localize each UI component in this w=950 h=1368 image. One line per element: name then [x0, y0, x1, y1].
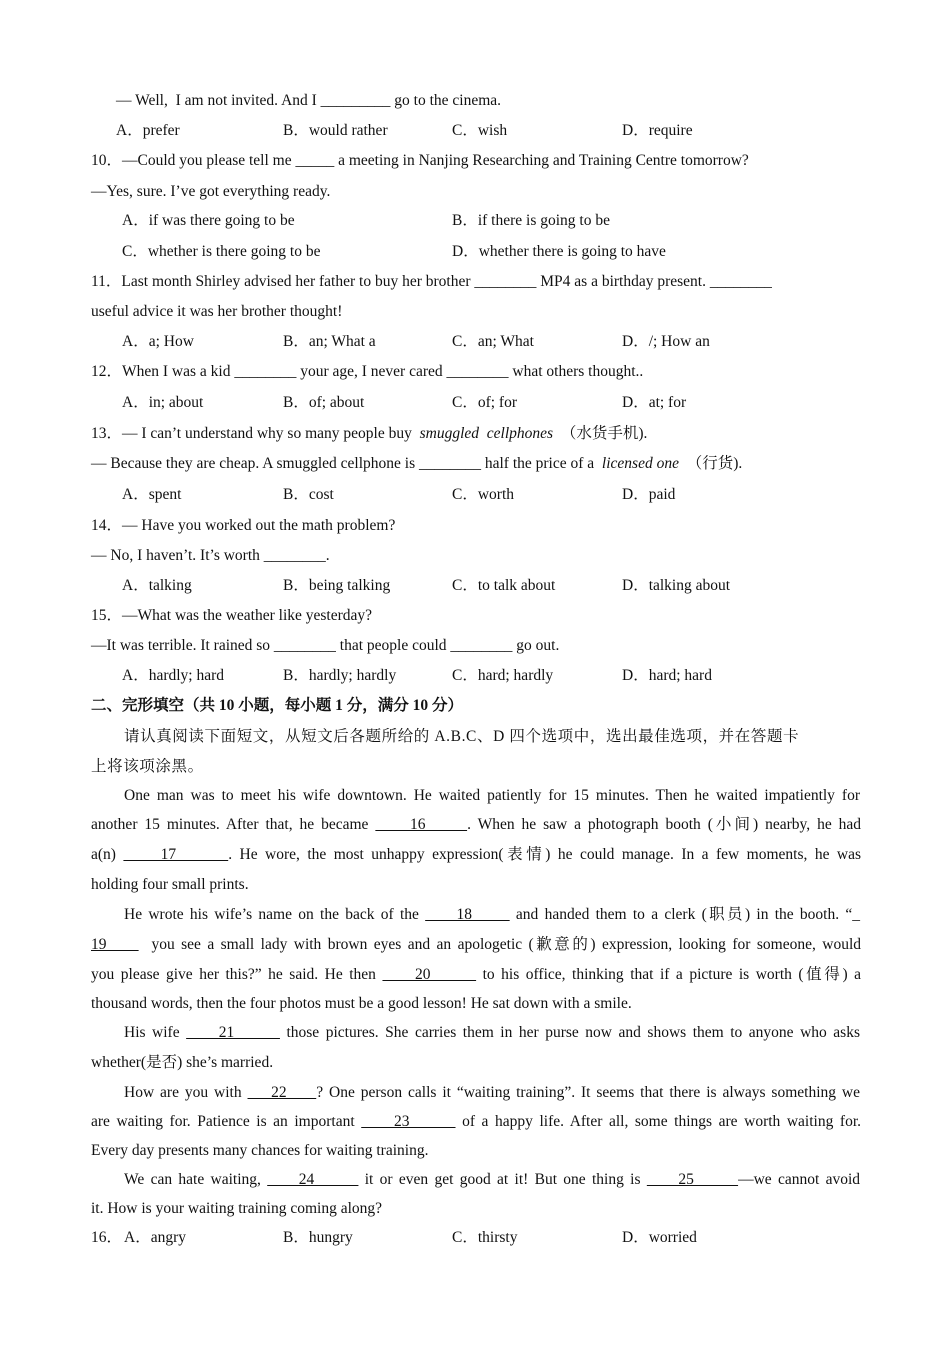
section-2-instructions-line1: 请认真阅读下面短文，从短文后各题所给的 A.B.C、D 四个选项中，选出最佳选项，并在答题卡 — [124, 728, 800, 745]
q14-option-b: B．being talking — [283, 577, 391, 594]
q13-reply — [91, 454, 861, 474]
passage-p2-line4: thousand words, then the four photos must be a good lesson! He sat down with a smile. — [91, 995, 632, 1012]
q15-option-a: A．hardly; hard — [122, 667, 225, 684]
q12-options — [122, 393, 892, 413]
passage-p4-line2 — [91, 1112, 861, 1132]
passage-text: How are you with — [124, 1084, 248, 1101]
cloze-blank-17: 17 — [123, 846, 229, 863]
passage-text: it or even get good at it! But one thing is — [358, 1171, 647, 1188]
q15-option-d: D．hard; hard — [622, 667, 712, 684]
q14-option-a: A．talking — [122, 577, 192, 594]
q9-option-b: B．would rather — [283, 122, 388, 139]
q11-line1: 11．Last month Shirley advised her father to buy her brother ________ MP4 as a birthday present. ________ — [91, 273, 772, 290]
cloze-blank-21: 21 — [186, 1024, 280, 1041]
q13-question-post: （水货手机). — [553, 425, 648, 442]
cloze-blank-20: 20 — [382, 966, 477, 983]
passage-text: His wife — [124, 1024, 187, 1041]
passage-p2-line2 — [91, 935, 861, 955]
q13-options — [122, 485, 892, 505]
passage-text: . He wore, the most unhappy expression(表情) he could manage. In a few moments, he was — [228, 846, 862, 863]
passage-p2-line3 — [91, 965, 861, 985]
q12-question: 12．When I was a kid ________ your age, I never cared ________ what others thought.. — [91, 363, 644, 380]
passage-text: He wrote his wife’s name on the back of the — [124, 906, 426, 923]
q16-number: 16． — [91, 1229, 123, 1246]
q13-reply-italic: licensed one — [601, 455, 679, 472]
q11-line2: useful advice it was her brother thought! — [91, 303, 343, 320]
q10-option-b: B．if there is going to be — [452, 212, 610, 229]
q13-reply-pre: — Because they are cheap. A smuggled cellphone is ________ half the price of a — [91, 455, 602, 472]
cloze-blank-24: 24 — [267, 1171, 359, 1188]
q9-option-a: A．prefer — [116, 122, 180, 139]
q13-question-pre: 13．— I can’t understand why so many people buy — [91, 425, 420, 442]
q11-option-a: A．a; How — [122, 333, 194, 350]
passage-p1-line3 — [91, 845, 861, 865]
q12-option-b: B．of; about — [283, 394, 365, 411]
q11-option-d: D．/; How an — [622, 333, 710, 350]
q10-question: 10．—Could you please tell me _____ a meeting in Nanjing Researching and Training Centre tomorrow? — [91, 152, 749, 169]
q16-options — [91, 1228, 861, 1248]
passage-p1-line1: One man was to meet his wife downtown. He waited patiently for 15 minutes. Then he waited impatiently for — [124, 787, 860, 804]
q14-options — [122, 576, 892, 596]
q10-reply: —Yes, sure. I’ve got everything ready. — [91, 183, 331, 200]
q13-question — [91, 424, 861, 444]
q13-question-italic: smuggled cellphones — [419, 425, 554, 442]
q12-option-d: D．at; for — [622, 394, 687, 411]
passage-text: of a happy life. After all, some things are worth waiting for. — [455, 1113, 862, 1130]
passage-text: ? One person calls it “waiting training”. It seems that there is always something we — [316, 1084, 860, 1101]
passage-text: you please give her this?” he said. He then — [91, 966, 383, 983]
q16-option-d: D．worried — [622, 1229, 697, 1246]
passage-text: you see a small lady with brown eyes and an apologetic (歉意的) expression, looking for someone, would — [138, 936, 861, 953]
q13-reply-post: （行货). — [678, 455, 743, 472]
section-2-heading: 二、完形填空（共 10 小题，每小题 1 分，满分 10 分） — [91, 697, 464, 714]
passage-text: a(n) — [91, 846, 124, 863]
q11-options — [122, 332, 892, 352]
q13-option-a: A．spent — [122, 486, 182, 503]
passage-text: . When he saw a photograph booth (小间) nearby, he had — [467, 816, 862, 833]
q13-option-c: C．worth — [452, 486, 515, 503]
q14-question: 14．— Have you worked out the math problem? — [91, 517, 396, 534]
cloze-blank-16: 16 — [375, 816, 468, 833]
passage-text: We can hate waiting, — [124, 1171, 268, 1188]
q14-option-c: C．to talk about — [452, 577, 556, 594]
q15-option-b: B．hardly; hardly — [283, 667, 397, 684]
q10-options-row2 — [122, 242, 892, 262]
passage-text: are waiting for. Patience is an important — [91, 1113, 362, 1130]
q10-option-c: C．whether is there going to be — [122, 243, 321, 260]
q10-option-a: A．if was there going to be — [122, 212, 295, 229]
passage-text: to his office, thinking that if a picture is worth (值得) a — [476, 966, 862, 983]
passage-p5-line1 — [124, 1170, 860, 1190]
q15-option-c: C．hard; hardly — [452, 667, 554, 684]
passage-p4-line1 — [124, 1083, 860, 1103]
passage-text: and handed them to a clerk (职员) in the booth. “_ — [509, 906, 861, 923]
section-2-instructions-line2: 上将该项涂黑。 — [91, 758, 204, 775]
cloze-blank-23: 23 — [361, 1113, 456, 1130]
q10-option-d: D．whether there is going to have — [452, 243, 666, 260]
passage-text: those pictures. She carries them in her purse now and shows them to anyone who asks — [279, 1024, 860, 1041]
q11-option-b: B．an; What a — [283, 333, 376, 350]
passage-p1-line4: holding four small prints. — [91, 876, 249, 893]
cloze-blank-19: 19 — [91, 936, 139, 953]
passage-p2-line1 — [124, 905, 860, 925]
cloze-blank-22: 22 — [247, 1084, 317, 1101]
q9-option-d: D．require — [622, 122, 693, 139]
q16-option-c: C．thirsty — [452, 1229, 518, 1246]
q12-option-a: A．in; about — [122, 394, 204, 411]
q14-option-d: D．talking about — [622, 577, 731, 594]
q9-option-c: C．wish — [452, 122, 508, 139]
passage-p3-line1 — [124, 1023, 860, 1043]
q13-option-d: D．paid — [622, 486, 676, 503]
q15-options — [122, 666, 892, 686]
q15-question: 15．—What was the weather like yesterday? — [91, 607, 373, 624]
passage-p5-line2: it. How is your waiting training coming along? — [91, 1200, 383, 1217]
q12-option-c: C．of; for — [452, 394, 518, 411]
passage-p3-line2: whether(是否) she’s married. — [91, 1054, 274, 1071]
cloze-blank-18: 18 — [425, 906, 510, 923]
passage-p1-line2 — [91, 815, 861, 835]
passage-text: another 15 minutes. After that, he became — [91, 816, 376, 833]
q9-options — [116, 121, 886, 141]
q11-option-c: C．an; What — [452, 333, 534, 350]
q16-option-a: A．angry — [124, 1229, 186, 1246]
passage-text: —we cannot avoid — [738, 1171, 861, 1188]
q13-option-b: B．cost — [283, 486, 334, 503]
q15-reply: —It was terrible. It rained so ________ that people could ________ go out. — [91, 637, 560, 654]
cloze-blank-25: 25 — [646, 1171, 739, 1188]
q10-options-row1 — [122, 211, 892, 231]
q16-option-b: B．hungry — [283, 1229, 353, 1246]
q9-answer-line: — Well, I am not invited. And I _________ go to the cinema. — [116, 92, 502, 109]
q14-reply: — No, I haven’t. It’s worth ________. — [91, 547, 330, 564]
passage-p4-line3: Every day presents many chances for waiting training. — [91, 1142, 429, 1159]
